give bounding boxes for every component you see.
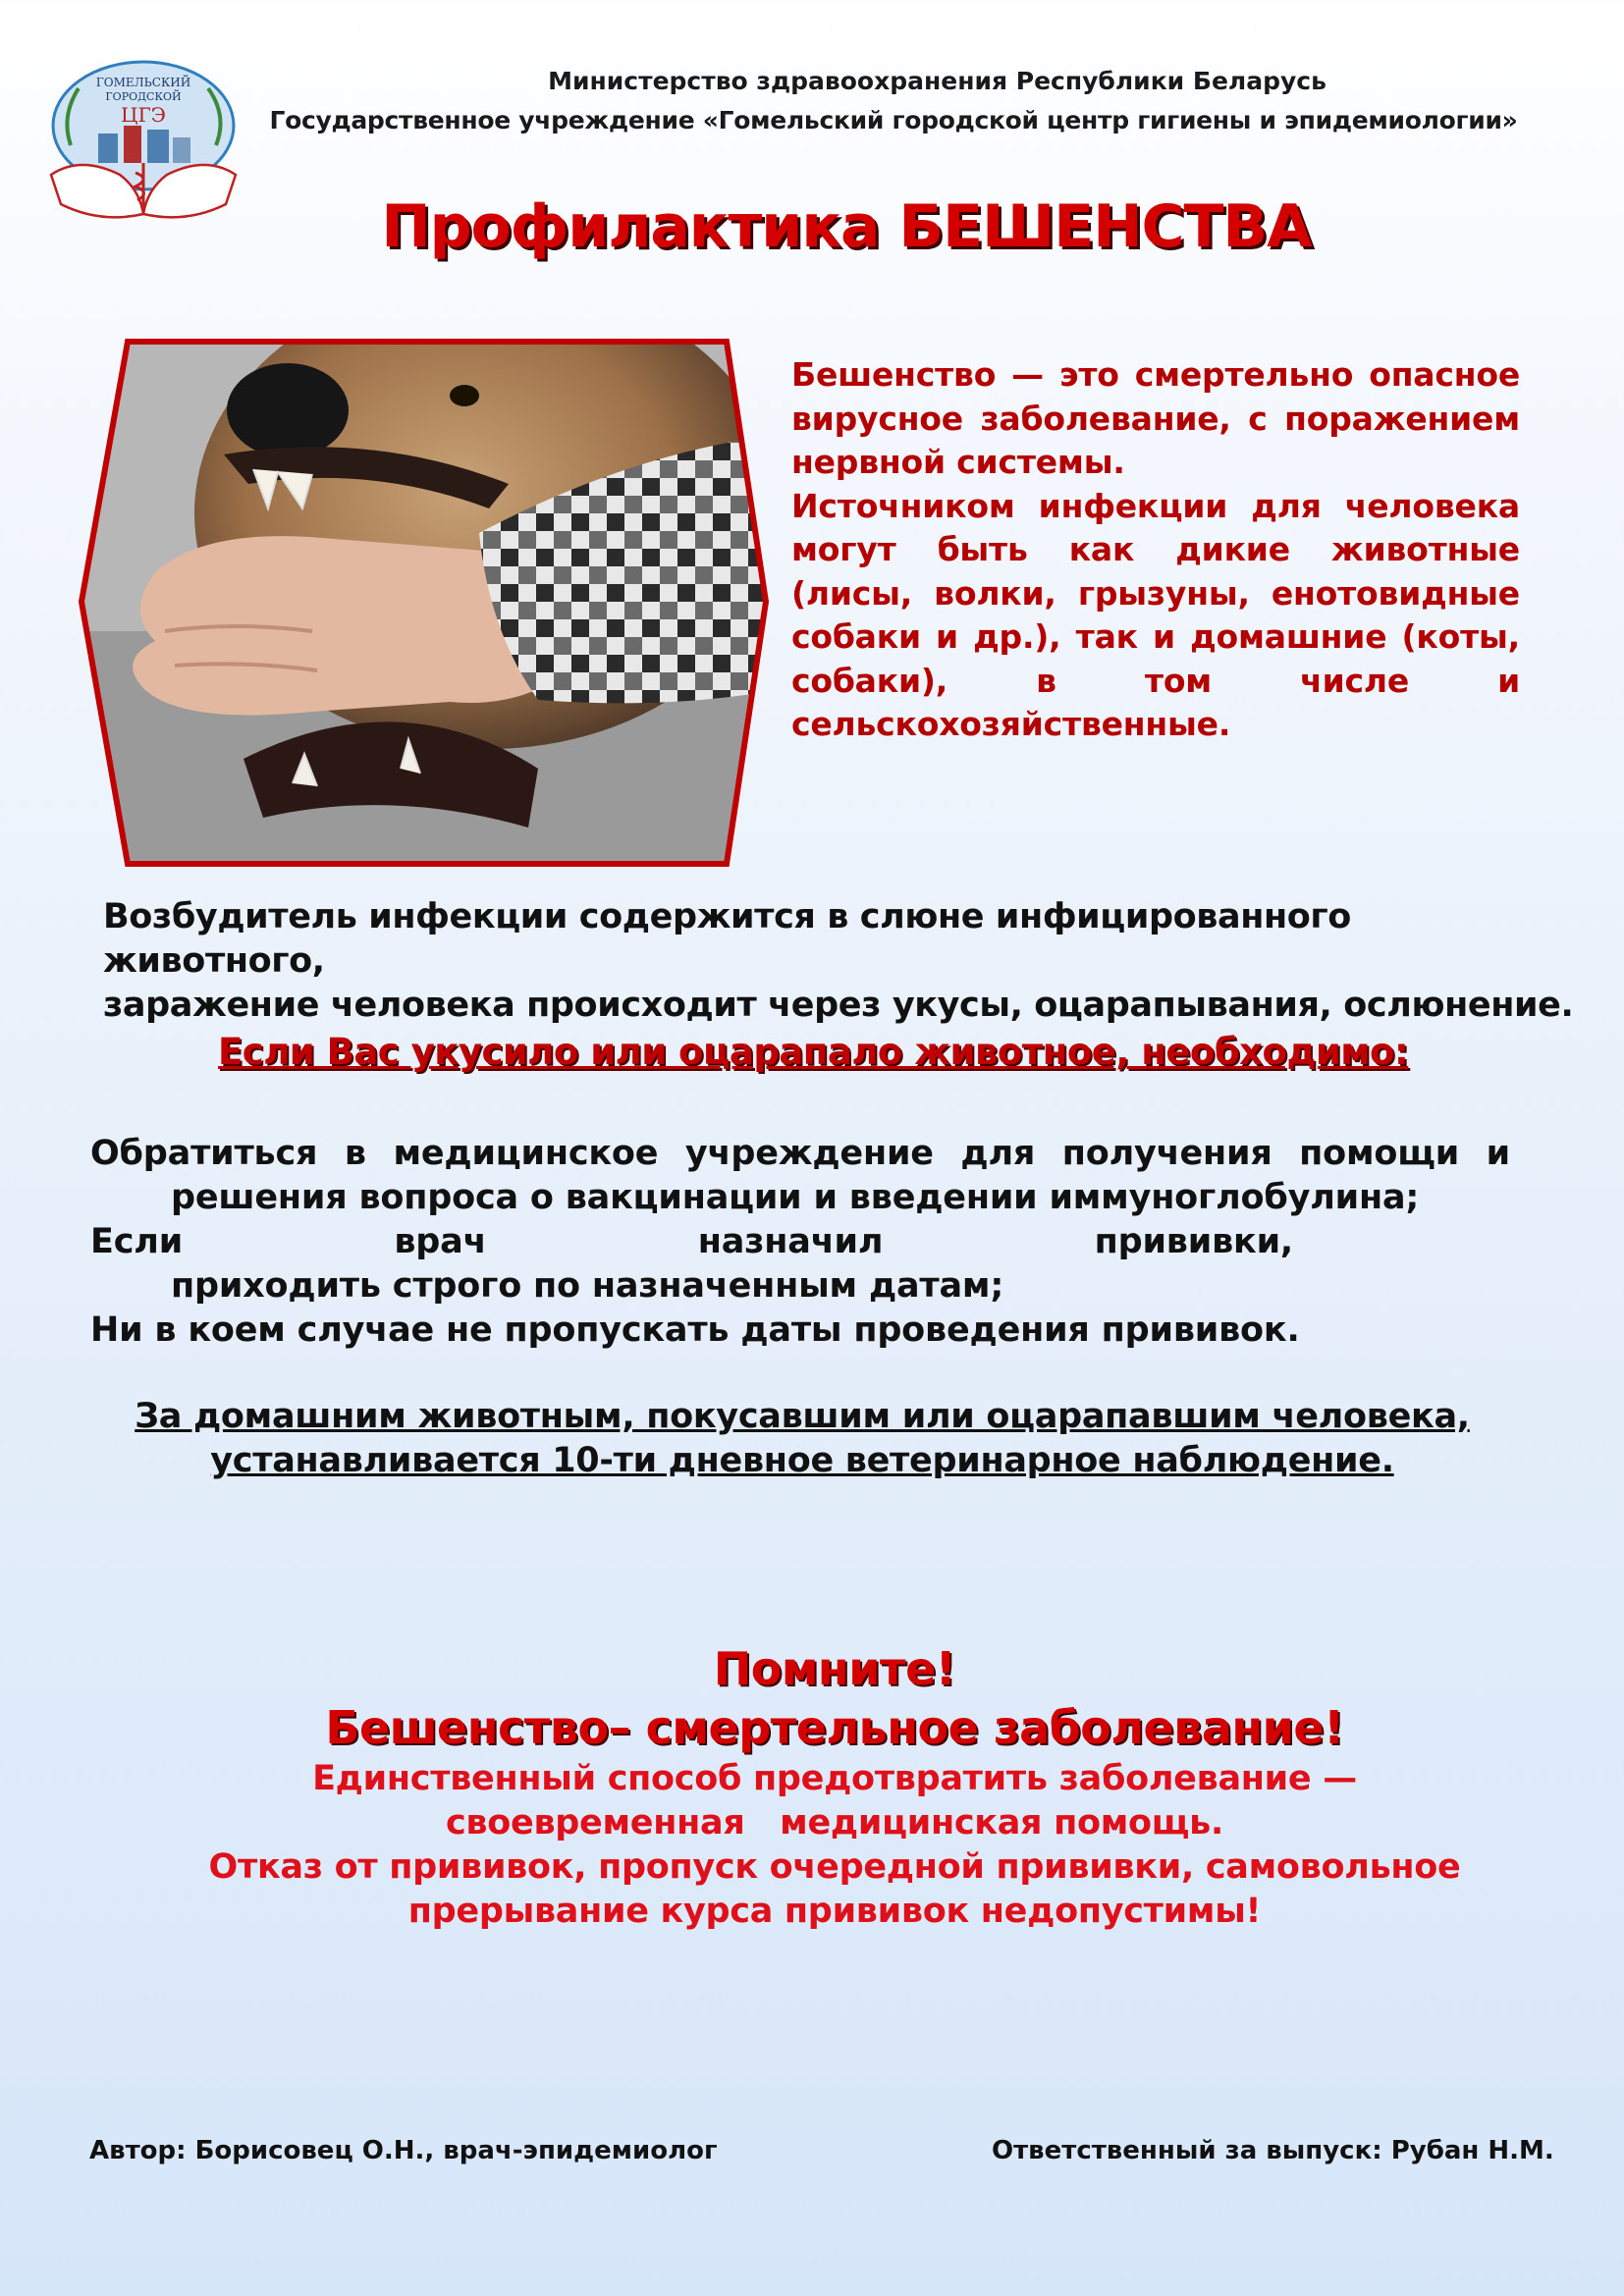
pathogen-info bbox=[103, 895, 1576, 1028]
remember-heading: Помните! bbox=[713, 1642, 956, 1695]
remember-line-5: Отказ от прививок, пропуск очередной прививки, самовольное bbox=[208, 1847, 1461, 1887]
remember-block bbox=[0, 1639, 1624, 1934]
step-1-text: Обратиться в медицинское учреждение для получения помощи и bbox=[90, 1134, 1510, 1173]
remember-line-3: Единственный способ предотвратить заболевание — bbox=[312, 1759, 1357, 1798]
deadly-disease-heading: Бешенство– смертельное заболевание! bbox=[325, 1701, 1344, 1754]
step-2-word: назначил bbox=[697, 1222, 884, 1261]
steps-list bbox=[90, 1132, 1510, 1353]
pathogen-line-2: заражение человека происходит через укусы, оцарапывания, ослюнение. bbox=[103, 986, 1574, 1025]
pathogen-line-1: Возбудитель инфекции содержится в слюне инфицированного животного, bbox=[103, 897, 1351, 981]
responsible-credit: Ответственный за выпуск: Рубан Н.М. bbox=[992, 2136, 1554, 2165]
remember-line-6: прерывание курса прививок недопустимы! bbox=[407, 1892, 1262, 1931]
step-2-line-1 bbox=[90, 1220, 1293, 1264]
step-2-line-2: приходить строго по назначенным датам; bbox=[171, 1266, 1004, 1306]
sources-paragraph: Источником инфекции для человека могут быть как дикие животные (лисы, волки, грызуны, енотовидные собаки и др.), так и домашние (коты, собаки), в том числе и сельскохозяйственные. bbox=[791, 486, 1520, 743]
institution-name: Государственное учреждение «Гомельский городской центр гигиены и эпидемиологии» bbox=[269, 106, 1518, 134]
svg-text:ГОРОДСКОЙ: ГОРОДСКОЙ bbox=[105, 90, 182, 103]
step-2 bbox=[90, 1220, 1510, 1308]
step-2-word: врач bbox=[394, 1222, 487, 1261]
page-title: Профилактика БЕШЕНСТВА bbox=[381, 192, 1312, 261]
step-3: Ни в коем случае не пропускать даты проведения прививок. bbox=[90, 1310, 1300, 1350]
dog-biting-hand-icon bbox=[77, 337, 776, 869]
observation-line-2: устанавливается 10-ти дневное ветеринарное наблюдение. bbox=[210, 1441, 1394, 1480]
svg-text:ГОМЕЛЬСКИЙ: ГОМЕЛЬСКИЙ bbox=[95, 76, 191, 89]
step-1 bbox=[90, 1132, 1510, 1220]
step-1-line-2: решения вопроса о вакцинации и введении иммуноглобулина; bbox=[171, 1178, 1420, 1217]
rabies-definition bbox=[791, 353, 1520, 747]
svg-text:ЦГЭ: ЦГЭ bbox=[121, 103, 166, 127]
remember-line-4: своевременная медицинская помощь. bbox=[445, 1803, 1224, 1842]
step-2-word: прививки, bbox=[1094, 1222, 1293, 1261]
observation-line-1: За домашним животным, покусавшим или оцарапавшим человека, bbox=[135, 1397, 1470, 1436]
if-bitten-heading: Если Вас укусило или оцарапало животное, необходимо: bbox=[218, 1031, 1409, 1073]
vet-observation-note bbox=[0, 1395, 1604, 1483]
step-1-line-1 bbox=[90, 1132, 1510, 1176]
definition-paragraph: Бешенство — это смертельно опасное вирусное заболевание, с поражением нервной системы. bbox=[791, 355, 1520, 481]
ministry-name: Министерство здравоохранения Республики Беларусь bbox=[548, 67, 1326, 95]
rabies-photo bbox=[77, 337, 776, 869]
author-credit: Автор: Борисовец О.Н., врач-эпидемиолог bbox=[89, 2136, 718, 2165]
step-2-word: Если bbox=[90, 1222, 184, 1261]
